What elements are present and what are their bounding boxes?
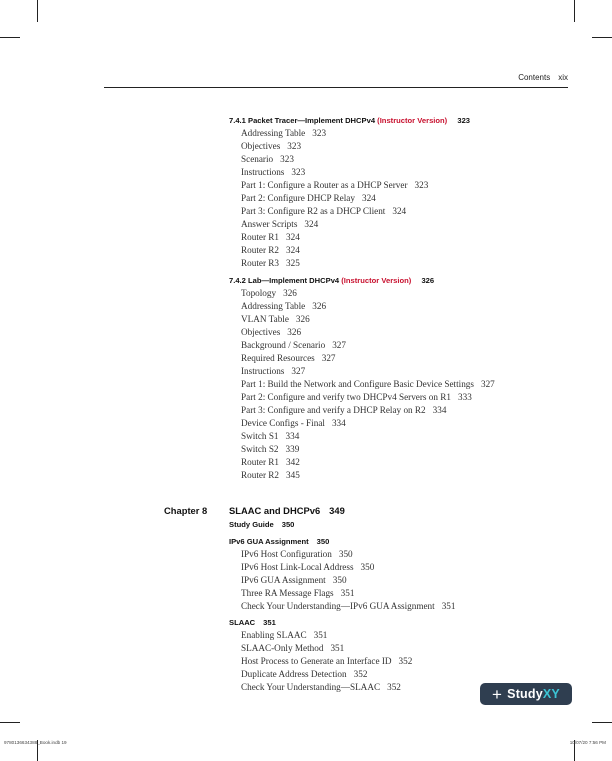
entry-label: IPv6 Host Link-Local Address	[241, 562, 354, 572]
toc-section-heading[interactable]	[229, 520, 294, 529]
entry-page: 326	[287, 327, 302, 337]
entry-page: 339	[285, 444, 300, 454]
toc-entry[interactable]	[241, 353, 336, 363]
entry-label: Host Process to Generate an Interface ID	[241, 656, 392, 666]
section-page: 350	[316, 537, 330, 546]
toc-entry[interactable]	[241, 232, 300, 242]
toc-entry[interactable]	[241, 340, 346, 350]
toc-entry[interactable]	[241, 682, 401, 692]
entry-page: 325	[286, 258, 300, 268]
entry-label: Objectives	[241, 141, 281, 151]
toc-section-heading[interactable]	[229, 276, 434, 285]
toc-entry[interactable]	[241, 141, 301, 151]
chapter-label: Chapter 8	[164, 505, 208, 516]
toc-entry[interactable]	[241, 288, 297, 298]
toc-entry[interactable]	[241, 327, 301, 337]
chapter-title[interactable]	[229, 505, 345, 516]
entry-label: Check Your Understanding—IPv6 GUA Assignment	[241, 601, 435, 611]
toc-section-heading[interactable]	[229, 618, 276, 627]
entry-label: Router R1	[241, 232, 280, 242]
entry-page: 351	[340, 588, 355, 598]
toc-entry[interactable]	[241, 314, 310, 324]
entry-label: Router R1	[241, 457, 280, 467]
entry-label: Router R2	[241, 470, 280, 480]
toc-entry[interactable]	[241, 431, 299, 441]
badge-brand-accent: XY	[542, 687, 560, 701]
entry-label: Background / Scenario	[241, 340, 326, 350]
print-slug-right: 10/07/20 7:56 PM	[569, 740, 606, 745]
entry-label: Topology	[241, 288, 277, 298]
entry-page: 326	[283, 288, 297, 298]
section-heading-text: SLAAC	[229, 618, 256, 627]
entry-label: Instructions	[241, 167, 285, 177]
toc-entry[interactable]	[241, 245, 300, 255]
entry-label: Enabling SLAAC	[241, 630, 307, 640]
section-page: 323	[457, 116, 471, 125]
toc-section-heading[interactable]	[229, 537, 329, 546]
entry-label: Part 2: Configure and verify two DHCPv4 Servers on R1	[241, 392, 452, 402]
entry-label: VLAN Table	[241, 314, 289, 324]
entry-label: Router R3	[241, 258, 280, 268]
crop-mark	[0, 37, 20, 38]
entry-label: SLAAC-Only Method	[241, 643, 324, 653]
toc-entry[interactable]	[241, 470, 300, 480]
toc-entry[interactable]	[241, 180, 428, 190]
section-page: 326	[421, 276, 435, 285]
plus-icon: +	[492, 684, 503, 704]
toc-section-heading[interactable]	[229, 116, 470, 125]
entry-page: 333	[458, 392, 472, 402]
entry-page: 352	[398, 656, 413, 666]
entry-page: 324	[392, 206, 407, 216]
badge-brand: Study	[507, 687, 543, 701]
entry-label: IPv6 GUA Assignment	[241, 575, 326, 585]
entry-label: Objectives	[241, 327, 281, 337]
toc-entry[interactable]	[241, 588, 354, 598]
section-heading-text: 7.4.2 Lab—Implement DHCPv4	[229, 276, 340, 285]
toc-entry[interactable]	[241, 444, 299, 454]
entry-page: 324	[286, 232, 300, 242]
entry-label: Part 3: Configure R2 as a DHCP Client	[241, 206, 386, 216]
toc-entry[interactable]	[241, 128, 326, 138]
toc-entry[interactable]	[241, 193, 376, 203]
running-head	[518, 73, 568, 82]
entry-label: IPv6 Host Configuration	[241, 549, 332, 559]
entry-page: 351	[330, 643, 345, 653]
toc-entry[interactable]	[241, 258, 300, 268]
entry-page: 323	[287, 141, 302, 151]
entry-page: 324	[286, 245, 300, 255]
toc-entry[interactable]	[241, 392, 472, 402]
entry-label: Required Resources	[241, 353, 315, 363]
crop-mark	[37, 0, 38, 22]
entry-page: 326	[312, 301, 327, 311]
crop-mark	[592, 37, 612, 38]
entry-label: Answer Scripts	[241, 219, 298, 229]
entry-label: Part 2: Configure DHCP Relay	[241, 193, 355, 203]
entry-page: 327	[332, 340, 346, 350]
toc-entry[interactable]	[241, 418, 346, 428]
crop-mark	[0, 722, 20, 723]
section-heading-text: Study Guide	[229, 520, 274, 529]
instructor-version-label: (Instructor Version)	[377, 116, 448, 125]
print-slug-left: 9780136634388_Book.indb 19	[4, 740, 67, 745]
chapter-page: 349	[329, 505, 345, 516]
entry-page: 323	[414, 180, 429, 190]
entry-page: 345	[286, 470, 300, 480]
instructor-version-label: (Instructor Version)	[341, 276, 412, 285]
entry-label: Part 1: Build the Network and Configure Basic Device Settings	[241, 379, 474, 389]
entry-page: 334	[331, 418, 346, 428]
entry-label: Three RA Message Flags	[241, 588, 334, 598]
entry-page: 350	[332, 575, 347, 585]
toc-entry[interactable]	[241, 575, 347, 585]
toc-entry[interactable]	[241, 669, 367, 679]
chapter-title-text: SLAAC and DHCPv6	[229, 505, 321, 516]
toc-entry[interactable]	[241, 301, 326, 311]
toc-entry[interactable]	[241, 643, 344, 653]
toc-entry[interactable]	[241, 154, 294, 164]
section-page: 350	[281, 520, 295, 529]
entry-label: Scenario	[241, 154, 274, 164]
entry-label: Addressing Table	[241, 128, 306, 138]
entry-page: 323	[291, 167, 306, 177]
toc-entry[interactable]	[241, 549, 353, 559]
toc-entry[interactable]	[241, 630, 327, 640]
toc-entry[interactable]	[241, 206, 406, 216]
entry-page: 350	[338, 549, 353, 559]
toc-entry[interactable]	[241, 219, 318, 229]
running-head-title: Contents	[518, 73, 551, 82]
crop-mark	[574, 0, 575, 22]
entry-label: Check Your Understanding—SLAAC	[241, 682, 381, 692]
entry-label: Part 1: Configure a Router as a DHCP Server	[241, 180, 408, 190]
running-head-page: xix	[558, 73, 568, 82]
crop-mark	[592, 722, 612, 723]
entry-page: 327	[480, 379, 495, 389]
entry-page: 351	[441, 601, 456, 611]
entry-page: 323	[280, 154, 294, 164]
entry-page: 342	[286, 457, 300, 467]
entry-label: Switch S1	[241, 431, 279, 441]
entry-page: 352	[387, 682, 401, 692]
entry-page: 350	[360, 562, 375, 572]
entry-page: 323	[312, 128, 327, 138]
entry-page: 324	[304, 219, 319, 229]
toc-entry[interactable]	[241, 457, 300, 467]
toc-entry[interactable]	[241, 405, 446, 415]
toc-entry[interactable]	[241, 167, 305, 177]
section-heading-text: IPv6 GUA Assignment	[229, 537, 309, 546]
entry-page: 334	[432, 405, 447, 415]
studyxy-badge	[480, 683, 572, 705]
header-rule	[104, 87, 568, 88]
entry-page: 326	[295, 314, 310, 324]
entry-page: 334	[285, 431, 300, 441]
toc-entry[interactable]	[241, 656, 412, 666]
toc-entry[interactable]	[241, 562, 374, 572]
entry-label: Router R2	[241, 245, 280, 255]
toc-entry[interactable]	[241, 601, 455, 611]
entry-page: 327	[291, 366, 306, 376]
entry-label: Device Configs - Final	[241, 418, 325, 428]
entry-label: Duplicate Address Detection	[241, 669, 347, 679]
toc-entry[interactable]	[241, 379, 495, 389]
entry-page: 352	[353, 669, 368, 679]
entry-page: 351	[313, 630, 328, 640]
section-page: 351	[263, 618, 276, 627]
entry-label: Switch S2	[241, 444, 279, 454]
entry-page: 324	[361, 193, 376, 203]
entry-label: Part 3: Configure and verify a DHCP Relay on R2	[241, 405, 426, 415]
toc-entry[interactable]	[241, 366, 305, 376]
entry-label: Addressing Table	[241, 301, 306, 311]
entry-page: 327	[321, 353, 336, 363]
section-heading-text: 7.4.1 Packet Tracer—Implement DHCPv4	[229, 116, 376, 125]
entry-label: Instructions	[241, 366, 285, 376]
